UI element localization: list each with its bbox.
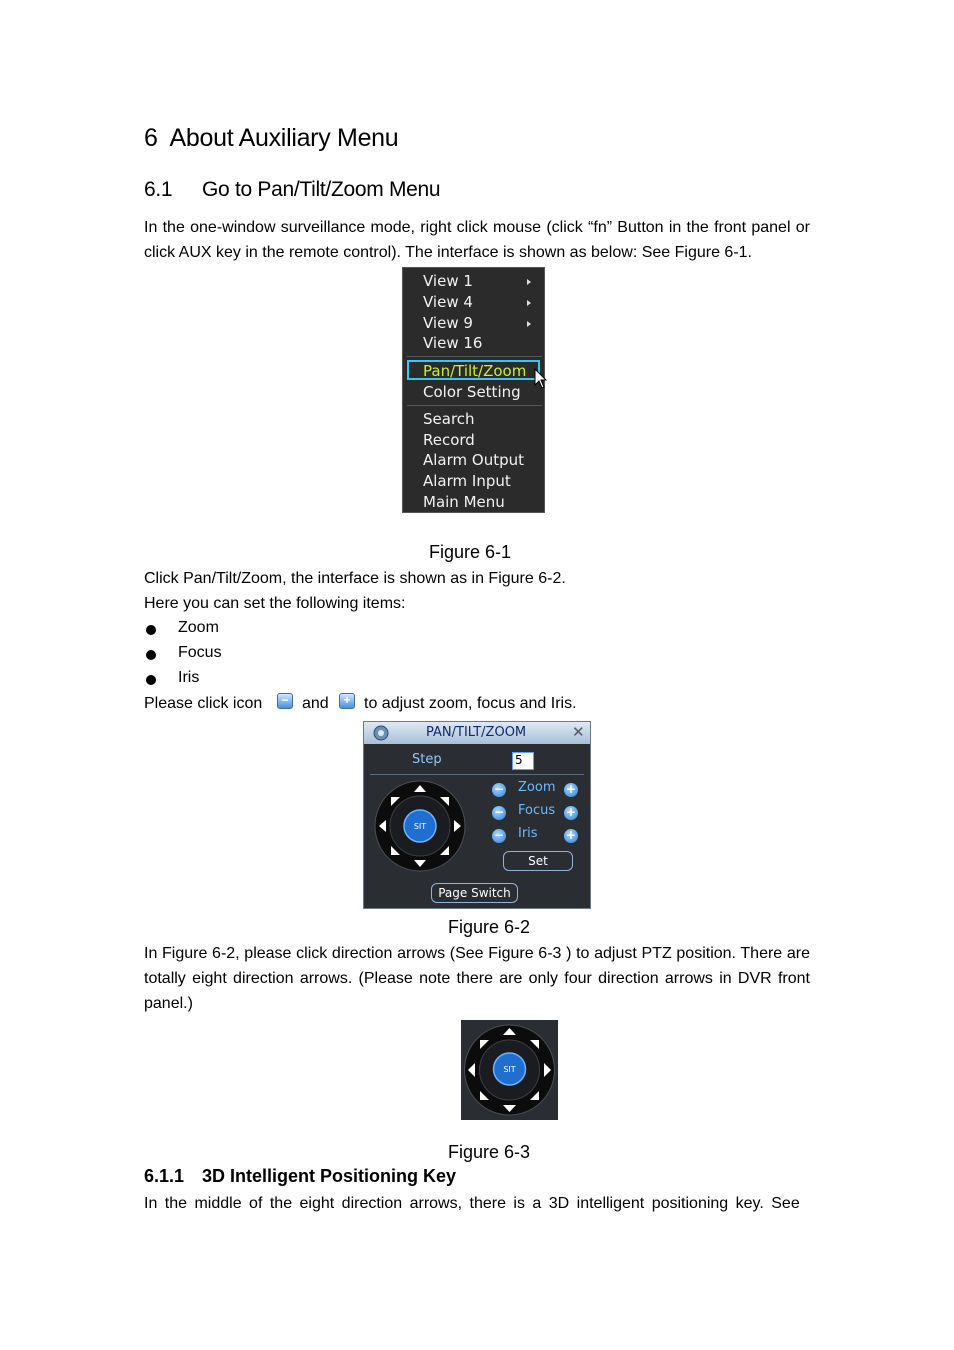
paragraph-3d-key: In the middle of the eight direction arrows, there is a 3D intelligent positioning key. See xyxy=(144,1195,800,1212)
sit-key-label: SIT xyxy=(413,822,427,831)
section-heading xyxy=(144,178,440,202)
plus-icon: + xyxy=(339,693,355,709)
text-click-ptz: Click Pan/Tilt/Zoom, the interface is shown as in Figure 6-2. xyxy=(144,570,566,587)
menu-item-alarm-input[interactable]: Alarm Input xyxy=(423,472,511,490)
figure-6-2-caption: Figure 6-2 xyxy=(448,917,531,937)
minus-icon: − xyxy=(277,693,293,709)
section-title: Go to Pan/Tilt/Zoom Menu xyxy=(202,178,441,201)
zoom-label: Zoom xyxy=(518,780,556,795)
chapter-heading xyxy=(144,124,398,153)
focus-label: Focus xyxy=(518,803,556,818)
text-set-items: Here you can set the following items: xyxy=(144,595,406,612)
menu-item-view-9[interactable]: View 9 xyxy=(423,314,473,332)
step-label: Step xyxy=(412,752,442,767)
bullet-icon xyxy=(146,625,156,635)
focus-plus-button[interactable]: + xyxy=(565,805,577,819)
iris-plus-button[interactable]: + xyxy=(565,828,577,842)
context-menu xyxy=(402,267,545,513)
figure-6-3-caption: Figure 6-3 xyxy=(448,1142,531,1162)
step-divider xyxy=(370,774,584,775)
list-item-text: Focus xyxy=(178,644,222,661)
subsection-title: 3D Intelligent Positioning Key xyxy=(202,1166,457,1186)
paragraph-direction-arrows: In Figure 6-2, please click direction arrows (See Figure 6-3 ) to adjust PTZ position. There are totally eight direction arrows. (Please note there are only four direction arrows in DVR front panel.) xyxy=(144,945,810,1012)
bullet-icon xyxy=(146,650,156,660)
chapter-title: About Auxiliary Menu xyxy=(169,124,399,152)
bullet-icon xyxy=(146,675,156,685)
menu-item-search[interactable]: Search xyxy=(423,410,475,428)
figure-6-1-caption: Figure 6-1 xyxy=(429,542,512,562)
menu-item-record[interactable]: Record xyxy=(423,431,475,449)
intro-paragraph: In the one-window surveillance mode, right click mouse (click “fn” Button in the front panel or click AUX key in the remote control). The interface is shown as below: See Figure 6-1. xyxy=(144,219,810,261)
focus-minus-button[interactable]: − xyxy=(493,805,505,819)
step-input[interactable]: 5 xyxy=(512,752,534,770)
menu-divider xyxy=(407,405,542,406)
menu-item-pan-tilt-zoom[interactable]: Pan/Tilt/Zoom xyxy=(423,362,527,380)
menu-item-color-setting[interactable]: Color Setting xyxy=(423,383,521,401)
direction-pad xyxy=(374,780,466,872)
menu-item-view-1[interactable]: View 1 xyxy=(423,272,473,290)
ptz-logo-icon xyxy=(370,724,392,742)
sit-key-label: SIT xyxy=(503,1065,516,1074)
zoom-plus-button[interactable]: + xyxy=(565,782,577,796)
direction-pad-large xyxy=(461,1020,558,1120)
icon-sentence-after: to adjust zoom, focus and Iris. xyxy=(364,695,577,712)
icon-sentence-before: Please click icon xyxy=(144,695,263,712)
chapter-number: 6 xyxy=(144,124,158,152)
set-button[interactable]: Set xyxy=(503,851,573,871)
menu-item-view-16[interactable]: View 16 xyxy=(423,334,483,352)
ptz-title: PAN/TILT/ZOOM xyxy=(426,725,527,740)
subsection-number: 6.1.1 xyxy=(144,1166,185,1186)
submenu-arrow-icon xyxy=(527,279,531,285)
list-item-text: Zoom xyxy=(178,619,219,636)
page-switch-button[interactable]: Page Switch xyxy=(431,883,518,903)
list-item-text: Iris xyxy=(178,669,200,686)
menu-item-alarm-output[interactable]: Alarm Output xyxy=(423,451,525,469)
menu-divider xyxy=(407,356,542,357)
figure-6-3 xyxy=(461,1020,558,1120)
ptz-panel xyxy=(363,721,591,909)
iris-minus-button[interactable]: − xyxy=(493,828,505,842)
iris-label: Iris xyxy=(518,826,538,841)
submenu-arrow-icon xyxy=(527,300,531,306)
icon-sentence-and: and xyxy=(302,695,329,712)
submenu-arrow-icon xyxy=(527,321,531,327)
section-number: 6.1 xyxy=(144,178,173,201)
menu-item-view-4[interactable]: View 4 xyxy=(423,293,473,311)
zoom-minus-button[interactable]: − xyxy=(493,782,505,796)
subsection-heading xyxy=(144,1166,456,1187)
mouse-cursor-icon xyxy=(534,368,548,390)
close-icon[interactable]: ✕ xyxy=(572,723,585,741)
menu-item-main-menu[interactable]: Main Menu xyxy=(423,493,505,511)
